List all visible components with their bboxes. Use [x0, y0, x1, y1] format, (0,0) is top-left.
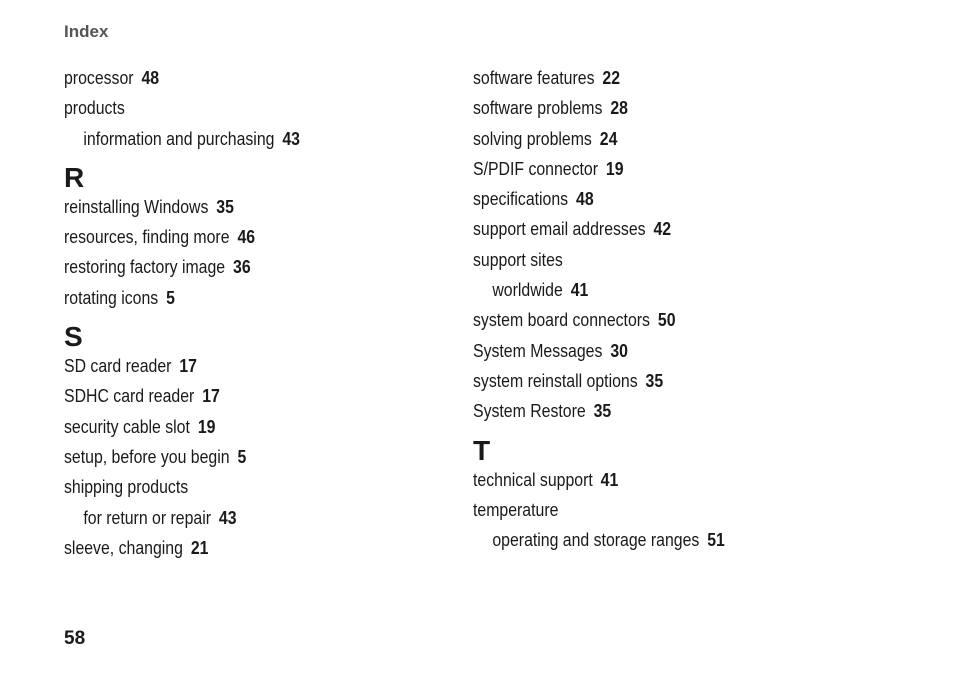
index-page-ref: 19: [197, 416, 216, 437]
index-entry: [64, 475, 416, 505]
index-page-ref: 35: [216, 196, 234, 217]
index-term: security cable slot: [64, 416, 190, 437]
index-page-ref: 28: [610, 98, 628, 119]
index-page-ref: 5: [237, 446, 247, 467]
index-page-ref: 43: [218, 507, 237, 528]
index-page-ref: 50: [657, 310, 676, 331]
index-term: sleeve, changing: [64, 537, 183, 558]
index-entry: [473, 369, 825, 399]
index-term: temperature: [473, 499, 559, 520]
index-term: resources, finding more: [64, 227, 230, 248]
index-page-ref: 24: [599, 128, 618, 149]
index-entry: [64, 445, 416, 475]
index-subentry: [64, 127, 416, 157]
index-term: S/PDIF connector: [473, 158, 599, 179]
index-page-ref: 17: [202, 386, 220, 407]
index-entry: [64, 384, 416, 414]
index-entry: [64, 225, 416, 255]
index-term: reinstalling Windows: [64, 196, 209, 217]
index-page-ref: 36: [233, 257, 251, 278]
index-subentry: [64, 506, 416, 536]
index-term: shipping products: [64, 477, 189, 498]
index-entry: [473, 187, 825, 217]
page-number: 58: [64, 628, 86, 649]
index-entry: [473, 339, 825, 369]
index-entry: [64, 195, 416, 225]
index-letter-heading: R: [64, 161, 85, 193]
index-letter-heading: S: [64, 321, 83, 353]
index-entry: [473, 217, 825, 247]
index-entry: [64, 286, 416, 316]
index-letter-heading: T: [473, 434, 491, 466]
index-term: software features: [473, 68, 595, 88]
index-page-ref: 41: [600, 469, 619, 490]
index-page-ref: 35: [593, 401, 612, 422]
index-entry: [64, 66, 416, 96]
index-column-left: [64, 66, 464, 566]
index-entry: [64, 255, 416, 285]
index-entry: [473, 66, 825, 96]
index-term: SD card reader: [64, 356, 172, 377]
index-page-ref: 42: [653, 219, 672, 240]
index-term: processor: [64, 68, 134, 88]
index-entry: [473, 399, 825, 429]
index-term: support email addresses: [473, 219, 646, 240]
index-entry: [473, 308, 825, 338]
index-term: restoring factory image: [64, 257, 226, 278]
index-entry: [64, 96, 416, 126]
index-entry: [64, 415, 416, 445]
index-page-ref: 46: [237, 227, 256, 248]
index-subentry: [473, 278, 825, 308]
index-term: products: [64, 98, 125, 119]
index-page-ref: 41: [570, 280, 589, 301]
running-header: Index: [64, 22, 109, 41]
index-page-ref: 17: [179, 356, 197, 377]
index-term: worldwide: [492, 280, 563, 301]
index-page-ref: 22: [602, 68, 621, 88]
index-term: specifications: [473, 189, 569, 210]
index-term: information and purchasing: [83, 128, 275, 149]
index-term: support sites: [473, 249, 563, 270]
index-page-ref: 5: [166, 287, 175, 308]
index-term: operating and storage ranges: [492, 530, 700, 551]
index-page-ref: 51: [707, 530, 725, 551]
index-page-ref: 30: [610, 340, 628, 361]
index-term: System Restore: [473, 401, 586, 422]
index-entry: [473, 468, 825, 498]
index-entry: [473, 96, 825, 126]
index-term: system board connectors: [473, 310, 650, 331]
index-term: technical support: [473, 469, 593, 490]
index-term: system reinstall options: [473, 370, 638, 391]
index-entry: [473, 248, 825, 278]
index-page-ref: 48: [576, 189, 594, 210]
index-page-ref: 19: [605, 158, 624, 179]
index-page-ref: 21: [190, 537, 209, 558]
index-page-ref: 43: [282, 128, 300, 149]
index-term: SDHC card reader: [64, 386, 195, 407]
index-term: System Messages: [473, 340, 603, 361]
index-term: setup, before you begin: [64, 446, 230, 467]
index-column-right: [473, 66, 873, 558]
index-term: software problems: [473, 98, 603, 119]
index-page-ref: 48: [141, 68, 160, 88]
index-term: for return or repair: [83, 507, 212, 528]
index-entry: [64, 354, 416, 384]
index-term: rotating icons: [64, 287, 159, 308]
index-entry: [473, 157, 825, 187]
index-entry: [473, 498, 825, 528]
index-page-ref: 35: [645, 370, 664, 391]
index-subentry: [473, 528, 825, 558]
index-entry: [473, 127, 825, 157]
index-entry: [64, 536, 416, 566]
index-term: solving problems: [473, 128, 592, 149]
